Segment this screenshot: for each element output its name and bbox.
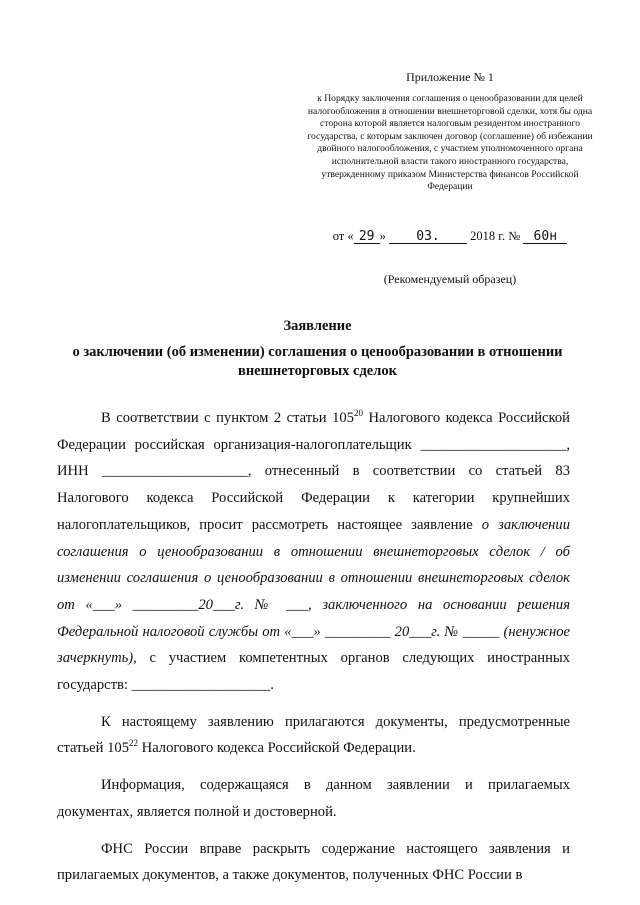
paragraph-accuracy: Информация, содержащаяся в данном заявлении и прилагаемых документах, является полной и достоверной.: [57, 777, 570, 820]
order-month-handwritten: 03.: [389, 230, 467, 244]
para2-text-end: Налогового кодекса Российской Федерации.: [138, 740, 416, 757]
article-superscript: 22: [129, 738, 138, 749]
para1-text-start: В соответствии с пунктом 2 статьи 105: [101, 410, 354, 426]
appendix-title: Приложение № 1: [406, 70, 494, 84]
document-title-line2: о заключении (об изменении) соглашения о ценообразовании в отношении внешнеторговых сделок: [72, 344, 563, 379]
order-year-text: 2018 г. №: [470, 229, 521, 243]
sample-label: (Рекомендуемый образец): [383, 272, 517, 286]
para1-text-middle: Налогового кодекса Российской Федерации российская организация-налогоплательщик ____________________, ИНН ____________________, отнесенный в соответствии со статьей 83 Налогового кодекса Российской Федерации к категории крупнейших налогоплательщиков, просит рассмотреть настоящее заявление: [57, 410, 570, 533]
para1-italic-options: о заключении соглашения о ценообразовании в отношении внешнеторговых сделок / об изменении соглашения о ценообразовании в отношении внешнеторговых сделок от «___» _________20___г. № ___, заключенного на основании решения Федеральной налоговой службы от «___» _________ 20___г. № _____ (ненужное зачеркнуть),: [57, 516, 570, 667]
paragraph-attachments: [57, 709, 570, 762]
paragraph-disclosure: ФНС России вправе раскрыть содержание настоящего заявления и прилагаемых документов, а также документов, полученных ФНС России в: [57, 840, 570, 884]
appendix-reference: к Порядку заключения соглашения о ценообразовании для целей налогообложения в отношении внешнеторговой сделки, хотя бы одна сторона которой является налоговым резидентом иностранного государства, с которым заключен договор (соглашение) об избежании двойного налогообложения, с участием уполномоченного органа исполнительной власти такого иностранного государства, утвержденному приказом Министерства финансов Российской Федерации: [307, 93, 593, 193]
para1-text-end: с участием компетентных органов следующих иностранных государств: ___________________.: [57, 650, 570, 694]
order-date-prefix: от «: [332, 229, 354, 243]
paragraph-application-request: [57, 405, 570, 699]
order-number-handwritten: 60н: [523, 230, 567, 244]
order-date-mid: »: [379, 229, 386, 243]
document-title-line1: Заявление: [283, 318, 352, 334]
order-date-line: [300, 229, 600, 244]
document-title: [40, 317, 595, 381]
para2-text-start: К настоящему заявлению прилагаются документы, предусмотренные статьей 105: [57, 713, 570, 757]
order-day-handwritten: 29: [354, 230, 380, 244]
document-body: [57, 405, 570, 889]
article-superscript: 20: [353, 408, 363, 418]
